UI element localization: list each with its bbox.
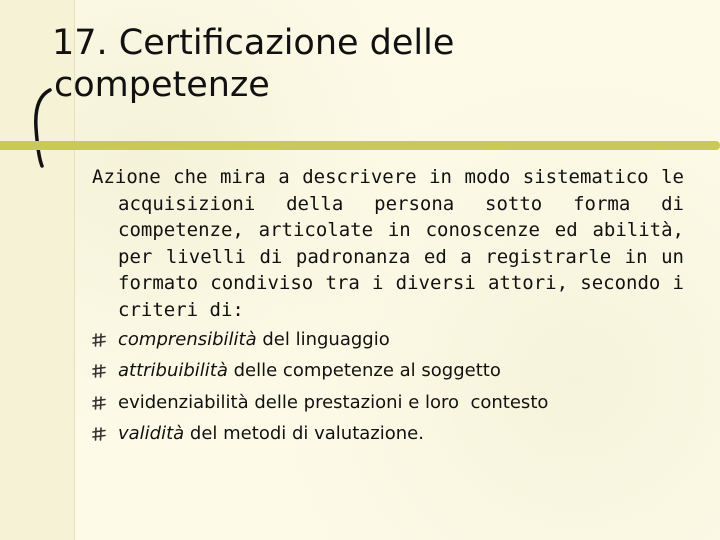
bullet-text: delle competenze al soggetto [227, 360, 501, 382]
list-item [92, 324, 684, 356]
bullet-emphasis: validità [118, 423, 185, 445]
hash-bullet-icon [92, 364, 106, 378]
bracket-decoration-icon [28, 88, 58, 168]
bullet-emphasis: attribuibilità [118, 360, 228, 382]
criteria-list [92, 324, 684, 450]
intro-paragraph: Azione che mira a descrivere in modo sistematico le acquisizioni della persona sotto forma di competenze, articolate in conoscenze ed abilità, per livelli di padronanza ed a registrarle in un formato condiviso tra i diversi attori, secondo i criteri di: [92, 166, 684, 321]
bullet-emphasis: comprensibilità [118, 328, 257, 350]
list-item [92, 355, 684, 387]
body-text [92, 164, 684, 450]
slide-title-line-2: competenze [54, 65, 270, 105]
slide-title [52, 22, 672, 106]
title-underline-rule [0, 141, 720, 150]
bullet-text: del metodi di valutazione. [184, 423, 424, 445]
bullet-text: evidenziabilità delle prestazioni e loro contesto [118, 391, 549, 413]
hash-bullet-icon [92, 427, 106, 441]
hash-bullet-icon [92, 396, 106, 410]
list-item [92, 387, 684, 419]
bullet-text: del linguaggio [256, 328, 390, 350]
hash-bullet-icon [92, 333, 106, 347]
list-item [92, 418, 684, 450]
slide-title-line-1: 17. Certificazione delle [52, 23, 455, 63]
